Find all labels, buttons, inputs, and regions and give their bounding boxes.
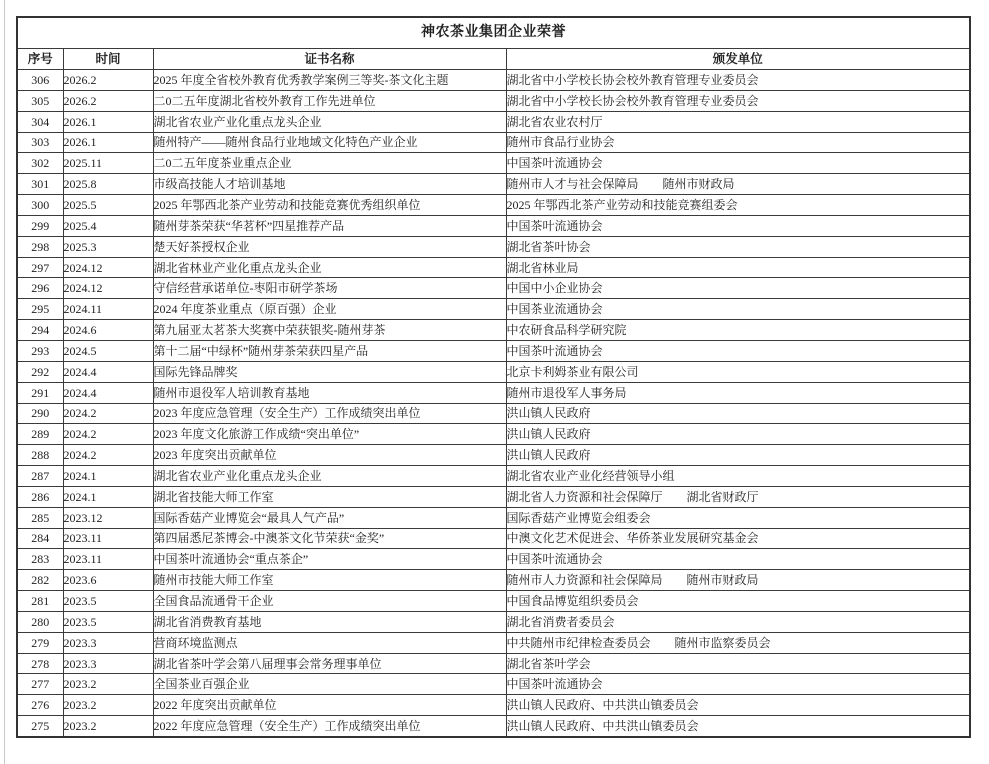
row-no-cell: 304: [17, 111, 63, 132]
row-date-cell: 2026.1: [63, 111, 153, 132]
page-edge-line: [4, 0, 5, 764]
table-row: [17, 236, 970, 257]
row-name-cell: 湖北省消费教育基地: [153, 611, 506, 632]
table-row: [17, 507, 970, 528]
row-date-cell: 2026.1: [63, 132, 153, 153]
row-no-cell: 286: [17, 486, 63, 507]
honors-table: [16, 16, 971, 738]
row-name-cell: 2025 年度全省校外教育优秀教学案例三等奖-茶文化主题: [153, 70, 506, 91]
row-name-cell: 守信经营承诺单位-枣阳市研学茶场: [153, 278, 506, 299]
row-name-cell: 随州芽茶荣获“华茗杯”四星推荐产品: [153, 215, 506, 236]
table-row: [17, 674, 970, 695]
row-date-cell: 2026.2: [63, 70, 153, 91]
row-date-cell: 2023.3: [63, 632, 153, 653]
row-no-cell: 293: [17, 340, 63, 361]
row-no-cell: 305: [17, 90, 63, 111]
row-date-cell: 2025.11: [63, 153, 153, 174]
row-name-cell: 2024 年度茶业重点（原百强）企业: [153, 299, 506, 320]
table-header-row: [17, 49, 970, 70]
row-date-cell: 2023.12: [63, 507, 153, 528]
row-name-cell: 2023 年度突出贡献单位: [153, 445, 506, 466]
row-name-cell: 第十二届“中绿杯”随州芽茶荣获四星产品: [153, 340, 506, 361]
row-issuer-cell: 随州市人力资源和社会保障局 随州市财政局: [506, 570, 970, 591]
row-name-cell: 二0二五年度湖北省校外教育工作先进单位: [153, 90, 506, 111]
table-row: [17, 424, 970, 445]
row-no-cell: 302: [17, 153, 63, 174]
row-no-cell: 280: [17, 611, 63, 632]
row-date-cell: 2024.12: [63, 257, 153, 278]
row-issuer-cell: 湖北省农业农村厅: [506, 111, 970, 132]
row-no-cell: 278: [17, 653, 63, 674]
row-issuer-cell: 随州市人才与社会保障局 随州市财政局: [506, 174, 970, 195]
row-date-cell: 2024.2: [63, 445, 153, 466]
table-row: [17, 174, 970, 195]
row-no-cell: 289: [17, 424, 63, 445]
row-no-cell: 298: [17, 236, 63, 257]
row-name-cell: 湖北省农业产业化重点龙头企业: [153, 466, 506, 487]
table-row: [17, 299, 970, 320]
table-row: [17, 716, 970, 737]
column-header-issuer: 颁发单位: [506, 49, 970, 70]
row-date-cell: 2024.1: [63, 466, 153, 487]
row-no-cell: 281: [17, 591, 63, 612]
row-no-cell: 282: [17, 570, 63, 591]
row-no-cell: 284: [17, 528, 63, 549]
row-issuer-cell: 中国茶叶流通协会: [506, 153, 970, 174]
table-body: [17, 70, 970, 737]
row-name-cell: 第九届亚太茗茶大奖赛中荣获银奖-随州芽茶: [153, 320, 506, 341]
row-no-cell: 300: [17, 195, 63, 216]
row-date-cell: 2025.3: [63, 236, 153, 257]
row-name-cell: 随州市退役军人培训教育基地: [153, 382, 506, 403]
row-issuer-cell: 洪山镇人民政府、中共洪山镇委员会: [506, 716, 970, 737]
table-row: [17, 382, 970, 403]
row-date-cell: 2024.12: [63, 278, 153, 299]
row-no-cell: 276: [17, 695, 63, 716]
page-title: 神农茶业集团企业荣誉: [17, 17, 970, 49]
row-date-cell: 2023.5: [63, 611, 153, 632]
row-issuer-cell: 洪山镇人民政府、中共洪山镇委员会: [506, 695, 970, 716]
table-row: [17, 591, 970, 612]
row-issuer-cell: 湖北省中小学校长协会校外教育管理专业委员会: [506, 70, 970, 91]
table-row: [17, 90, 970, 111]
table-row: [17, 70, 970, 91]
row-name-cell: 二0二五年度茶业重点企业: [153, 153, 506, 174]
row-date-cell: 2024.1: [63, 486, 153, 507]
table-row: [17, 278, 970, 299]
honors-sheet: [16, 16, 971, 738]
row-name-cell: 全国茶业百强企业: [153, 674, 506, 695]
row-no-cell: 288: [17, 445, 63, 466]
row-no-cell: 285: [17, 507, 63, 528]
table-row: [17, 570, 970, 591]
row-issuer-cell: 中国中小企业协会: [506, 278, 970, 299]
row-date-cell: 2024.5: [63, 340, 153, 361]
table-row: [17, 695, 970, 716]
row-no-cell: 294: [17, 320, 63, 341]
row-name-cell: 第四届悉尼茶博会-中澳茶文化节荣获“金奖”: [153, 528, 506, 549]
table-row: [17, 153, 970, 174]
row-date-cell: 2023.11: [63, 549, 153, 570]
row-issuer-cell: 中共随州市纪律检查委员会 随州市监察委员会: [506, 632, 970, 653]
table-row: [17, 486, 970, 507]
row-issuer-cell: 中国茶叶流通协会: [506, 549, 970, 570]
column-header-no: 序号: [17, 49, 63, 70]
row-no-cell: 301: [17, 174, 63, 195]
table-row: [17, 403, 970, 424]
row-no-cell: 275: [17, 716, 63, 737]
row-name-cell: 全国食品流通骨干企业: [153, 591, 506, 612]
column-header-date: 时间: [63, 49, 153, 70]
row-name-cell: 2022 年度应急管理（安全生产）工作成绩突出单位: [153, 716, 506, 737]
row-issuer-cell: 湖北省中小学校长协会校外教育管理专业委员会: [506, 90, 970, 111]
row-date-cell: 2023.3: [63, 653, 153, 674]
row-issuer-cell: 北京卡利姆茶业有限公司: [506, 361, 970, 382]
row-issuer-cell: 中国食品博览组织委员会: [506, 591, 970, 612]
row-date-cell: 2025.8: [63, 174, 153, 195]
row-name-cell: 湖北省技能大师工作室: [153, 486, 506, 507]
row-no-cell: 291: [17, 382, 63, 403]
table-row: [17, 215, 970, 236]
row-issuer-cell: 洪山镇人民政府: [506, 424, 970, 445]
row-name-cell: 湖北省农业产业化重点龙头企业: [153, 111, 506, 132]
table-title-row: [17, 17, 970, 49]
table-row: [17, 549, 970, 570]
row-name-cell: 市级高技能人才培训基地: [153, 174, 506, 195]
row-issuer-cell: 湖北省茶叶协会: [506, 236, 970, 257]
table-row: [17, 257, 970, 278]
row-date-cell: 2025.4: [63, 215, 153, 236]
row-date-cell: 2023.5: [63, 591, 153, 612]
row-date-cell: 2025.5: [63, 195, 153, 216]
row-issuer-cell: 2025 年鄂西北茶产业劳动和技能竞赛组委会: [506, 195, 970, 216]
row-name-cell: 中国茶叶流通协会“重点茶企”: [153, 549, 506, 570]
row-issuer-cell: 中国茶叶流通协会: [506, 674, 970, 695]
row-date-cell: 2023.11: [63, 528, 153, 549]
row-no-cell: 297: [17, 257, 63, 278]
table-row: [17, 611, 970, 632]
row-date-cell: 2024.2: [63, 424, 153, 445]
row-issuer-cell: 湖北省消费者委员会: [506, 611, 970, 632]
row-no-cell: 303: [17, 132, 63, 153]
row-issuer-cell: 湖北省人力资源和社会保障厅 湖北省财政厅: [506, 486, 970, 507]
row-name-cell: 楚天好茶授权企业: [153, 236, 506, 257]
table-row: [17, 132, 970, 153]
row-date-cell: 2024.2: [63, 403, 153, 424]
column-header-name: 证书名称: [153, 49, 506, 70]
row-date-cell: 2024.4: [63, 361, 153, 382]
row-name-cell: 营商环境监测点: [153, 632, 506, 653]
row-name-cell: 湖北省林业产业化重点龙头企业: [153, 257, 506, 278]
row-issuer-cell: 随州市退役军人事务局: [506, 382, 970, 403]
row-issuer-cell: 中国茶叶流通协会: [506, 215, 970, 236]
row-no-cell: 295: [17, 299, 63, 320]
row-name-cell: 国际先锋品牌奖: [153, 361, 506, 382]
row-date-cell: 2024.6: [63, 320, 153, 341]
row-no-cell: 290: [17, 403, 63, 424]
row-name-cell: 2025 年鄂西北茶产业劳动和技能竞赛优秀组织单位: [153, 195, 506, 216]
row-no-cell: 277: [17, 674, 63, 695]
row-date-cell: 2023.2: [63, 695, 153, 716]
row-no-cell: 283: [17, 549, 63, 570]
row-name-cell: 2023 年度应急管理（安全生产）工作成绩突出单位: [153, 403, 506, 424]
row-name-cell: 2022 年度突出贡献单位: [153, 695, 506, 716]
row-no-cell: 292: [17, 361, 63, 382]
row-date-cell: 2023.6: [63, 570, 153, 591]
row-issuer-cell: 中农研食品科学研究院: [506, 320, 970, 341]
table-row: [17, 361, 970, 382]
row-no-cell: 299: [17, 215, 63, 236]
row-no-cell: 287: [17, 466, 63, 487]
row-no-cell: 306: [17, 70, 63, 91]
table-row: [17, 111, 970, 132]
row-name-cell: 随州市技能大师工作室: [153, 570, 506, 591]
table-row: [17, 466, 970, 487]
row-issuer-cell: 湖北省林业局: [506, 257, 970, 278]
row-name-cell: 随州特产——随州食品行业地域文化特色产业企业: [153, 132, 506, 153]
row-issuer-cell: 中国茶业流通协会: [506, 299, 970, 320]
row-issuer-cell: 洪山镇人民政府: [506, 403, 970, 424]
row-no-cell: 279: [17, 632, 63, 653]
row-name-cell: 湖北省茶叶学会第八届理事会常务理事单位: [153, 653, 506, 674]
row-name-cell: 2023 年度文化旅游工作成绩“突出单位”: [153, 424, 506, 445]
row-issuer-cell: 湖北省茶叶学会: [506, 653, 970, 674]
row-no-cell: 296: [17, 278, 63, 299]
row-issuer-cell: 国际香菇产业博览会组委会: [506, 507, 970, 528]
table-row: [17, 632, 970, 653]
row-date-cell: 2024.4: [63, 382, 153, 403]
row-issuer-cell: 随州市食品行业协会: [506, 132, 970, 153]
table-row: [17, 195, 970, 216]
row-date-cell: 2023.2: [63, 716, 153, 737]
row-date-cell: 2023.2: [63, 674, 153, 695]
row-issuer-cell: 洪山镇人民政府: [506, 445, 970, 466]
row-issuer-cell: 中澳文化艺术促进会、华侨茶业发展研究基金会: [506, 528, 970, 549]
row-issuer-cell: 湖北省农业产业化经营领导小组: [506, 466, 970, 487]
row-date-cell: 2026.2: [63, 90, 153, 111]
table-row: [17, 445, 970, 466]
table-row: [17, 340, 970, 361]
table-row: [17, 320, 970, 341]
table-row: [17, 528, 970, 549]
row-date-cell: 2024.11: [63, 299, 153, 320]
table-row: [17, 653, 970, 674]
row-issuer-cell: 中国茶叶流通协会: [506, 340, 970, 361]
row-name-cell: 国际香菇产业博览会“最具人气产品”: [153, 507, 506, 528]
